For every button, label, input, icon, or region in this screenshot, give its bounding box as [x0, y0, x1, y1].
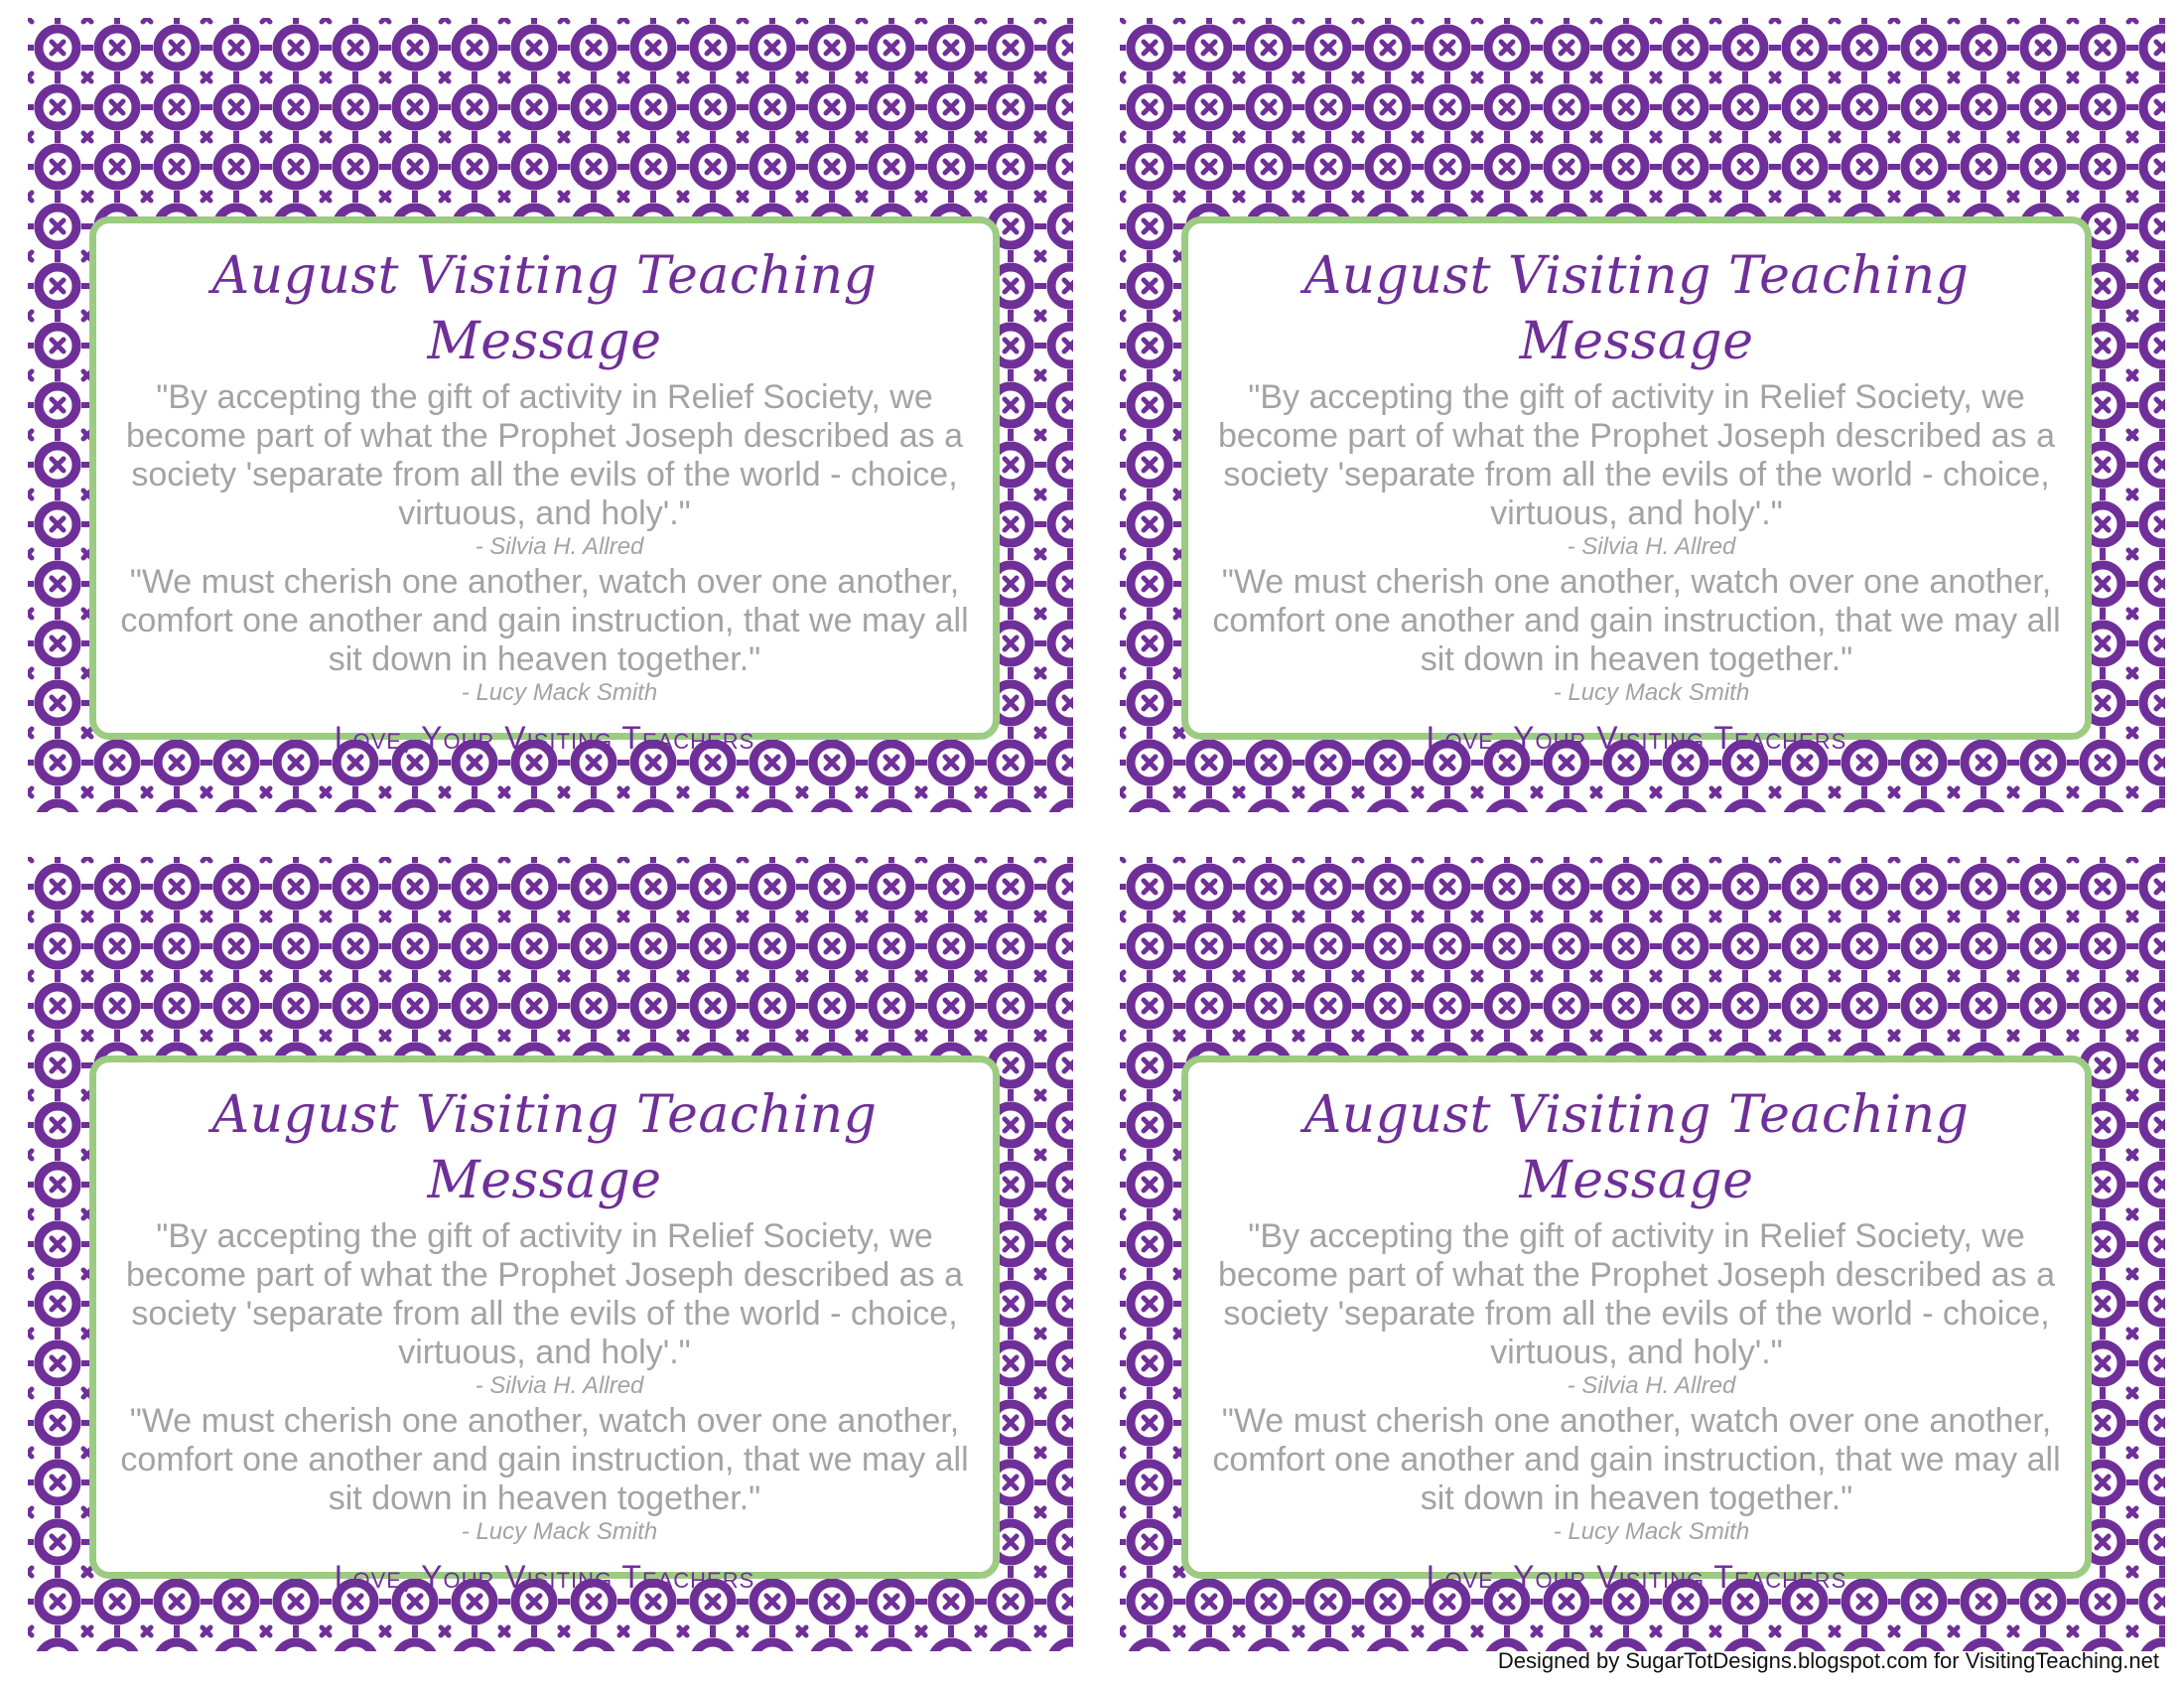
quote-smith: "We must cherish one another, watch over one another, comfort one another and gain instruction, that we may all sit down in heaven together." — [1212, 563, 2061, 678]
attribution-smith: - Lucy Mack Smith — [1553, 1518, 1750, 1545]
message-panel — [89, 1055, 1000, 1595]
quote-allred: "By accepting the gift of activity in Relief Society, we become part of what the Prophet Joseph described as a society 'separate from all the evils of the world - choice, virtuous, and holy'." — [1218, 1217, 2055, 1371]
quote-smith: "We must cherish one another, watch over one another, comfort one another and gain instruction, that we may all sit down in heaven together." — [120, 563, 969, 678]
attribution-smith: - Lucy Mack Smith — [461, 679, 658, 706]
signoff: Love, Your Visiting Teachers — [1426, 720, 1847, 756]
attribution-smith: - Lucy Mack Smith — [1553, 679, 1750, 706]
signoff: Love, Your Visiting Teachers — [334, 1559, 755, 1595]
message-panel — [89, 216, 1000, 756]
card-title: August Visiting Teaching Message — [1303, 246, 1970, 371]
quote-smith: "We must cherish one another, watch over one another, comfort one another and gain instruction, that we may all sit down in heaven together." — [120, 1402, 969, 1517]
attribution-allred: - Silvia H. Allred — [475, 1372, 644, 1399]
quote-allred: "By accepting the gift of activity in Relief Society, we become part of what the Prophet Joseph described as a society 'separate from all the evils of the world - choice, virtuous, and holy'." — [126, 378, 963, 532]
card-title: August Visiting Teaching Message — [211, 1085, 878, 1210]
signoff: Love, Your Visiting Teachers — [334, 720, 755, 756]
message-panel — [1181, 216, 2092, 756]
card-title: August Visiting Teaching Message — [211, 246, 878, 371]
message-card-3 — [28, 857, 1073, 1651]
message-card-1 — [28, 18, 1073, 812]
attribution-allred: - Silvia H. Allred — [1567, 1372, 1736, 1399]
quote-smith: "We must cherish one another, watch over one another, comfort one another and gain instruction, that we may all sit down in heaven together." — [1212, 1402, 2061, 1517]
attribution-allred: - Silvia H. Allred — [475, 533, 644, 560]
message-card-2 — [1120, 18, 2165, 812]
message-card-4 — [1120, 857, 2165, 1651]
attribution-smith: - Lucy Mack Smith — [461, 1518, 658, 1545]
quote-allred: "By accepting the gift of activity in Relief Society, we become part of what the Prophet Joseph described as a society 'separate from all the evils of the world - choice, virtuous, and holy'." — [126, 1217, 963, 1371]
signoff: Love, Your Visiting Teachers — [1426, 1559, 1847, 1595]
quote-allred: "By accepting the gift of activity in Relief Society, we become part of what the Prophet Joseph described as a society 'separate from all the evils of the world - choice, virtuous, and holy'." — [1218, 378, 2055, 532]
designer-credit: Designed by SugarTotDesigns.blogspot.com for VisitingTeaching.net — [1497, 1648, 2159, 1673]
message-panel — [1181, 1055, 2092, 1595]
attribution-allred: - Silvia H. Allred — [1567, 533, 1736, 560]
card-title: August Visiting Teaching Message — [1303, 1085, 1970, 1210]
